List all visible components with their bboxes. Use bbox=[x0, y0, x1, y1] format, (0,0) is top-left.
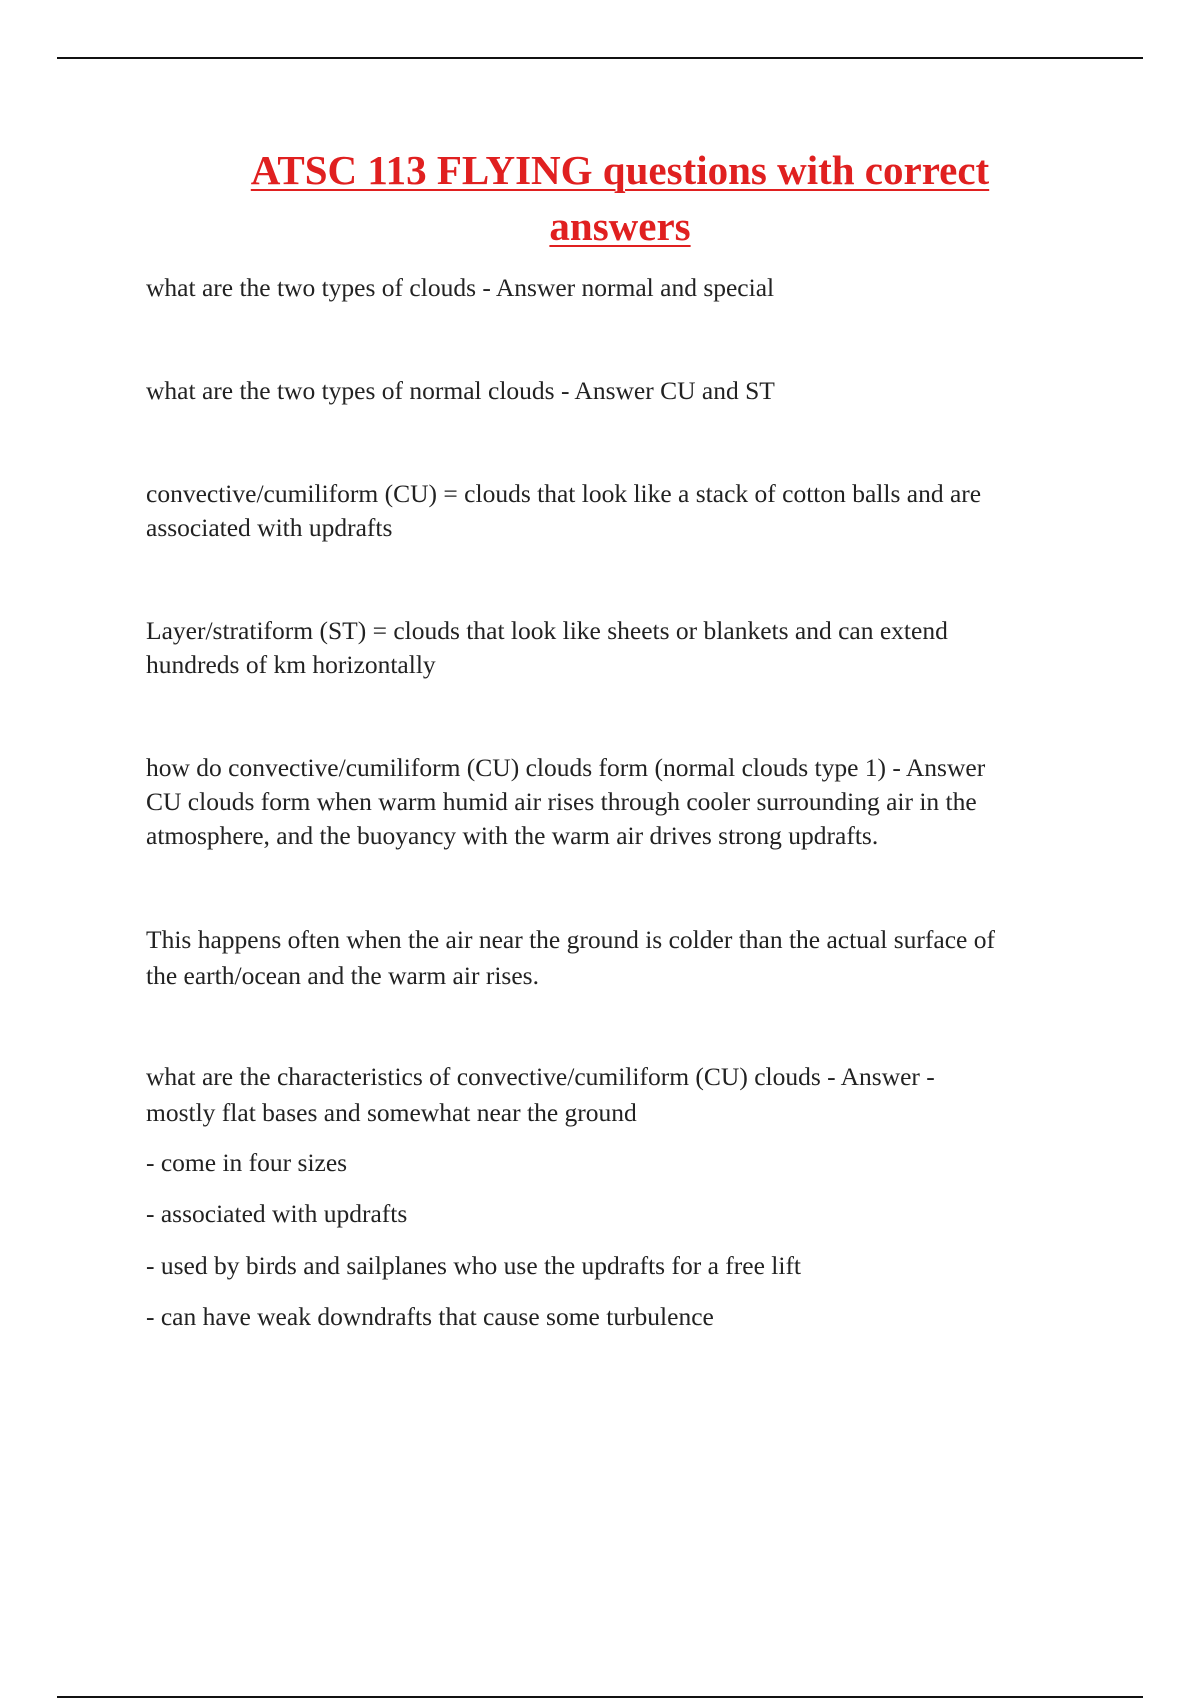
paragraph-6 bbox=[146, 922, 1096, 994]
paragraph-7 bbox=[146, 1059, 1096, 1131]
paragraph-line: the earth/ocean and the warm air rises. bbox=[146, 961, 539, 990]
list-item bbox=[146, 1146, 1096, 1180]
paragraph-line: atmosphere, and the buoyancy with the warm air drives strong updrafts. bbox=[146, 821, 879, 850]
paragraph-line: what are the characteristics of convective/cumiliform (CU) clouds - Answer - bbox=[146, 1062, 935, 1091]
paragraph-3 bbox=[146, 477, 1096, 545]
paragraph-line: how do convective/cumiliform (CU) clouds form (normal clouds type 1) - Answer bbox=[146, 753, 986, 782]
paragraph-line: - used by birds and sailplanes who use the updrafts for a free lift bbox=[146, 1251, 802, 1280]
paragraph-line: CU clouds form when warm humid air rises through cooler surrounding air in the bbox=[146, 787, 977, 816]
paragraph-4 bbox=[146, 614, 1096, 682]
paragraph-5 bbox=[146, 751, 1096, 853]
paragraph-line: This happens often when the air near the ground is colder than the actual surface of bbox=[146, 925, 995, 954]
paragraph-line: what are the two types of normal clouds - Answer CU and ST bbox=[146, 376, 775, 405]
paragraph-line: - associated with updrafts bbox=[146, 1199, 408, 1228]
title-line-1: ATSC 113 FLYING questions with correct bbox=[250, 147, 990, 193]
paragraph-line: what are the two types of clouds - Answer normal and special bbox=[146, 273, 775, 302]
paragraph-line: - can have weak downdrafts that cause some turbulence bbox=[146, 1302, 714, 1331]
paragraph-line: mostly flat bases and somewhat near the ground bbox=[146, 1098, 637, 1127]
paragraph-line: hundreds of km horizontally bbox=[146, 650, 436, 679]
header-rule bbox=[57, 57, 1143, 59]
paragraph-line: - come in four sizes bbox=[146, 1148, 348, 1177]
list-item bbox=[146, 1197, 1096, 1231]
footer-rule bbox=[57, 1696, 1143, 1698]
paragraph-line: convective/cumiliform (CU) = clouds that look like a stack of cotton balls and are bbox=[146, 479, 982, 508]
paragraph-line: associated with updrafts bbox=[146, 513, 393, 542]
list-item bbox=[146, 1300, 1096, 1334]
paragraph-line: Layer/stratiform (ST) = clouds that look like sheets or blankets and can extend bbox=[146, 616, 948, 645]
paragraph-2 bbox=[146, 374, 1096, 408]
title-line-2: answers bbox=[549, 203, 691, 249]
document-title bbox=[180, 142, 1060, 254]
paragraph-1 bbox=[146, 271, 1096, 305]
list-item bbox=[146, 1249, 1096, 1283]
